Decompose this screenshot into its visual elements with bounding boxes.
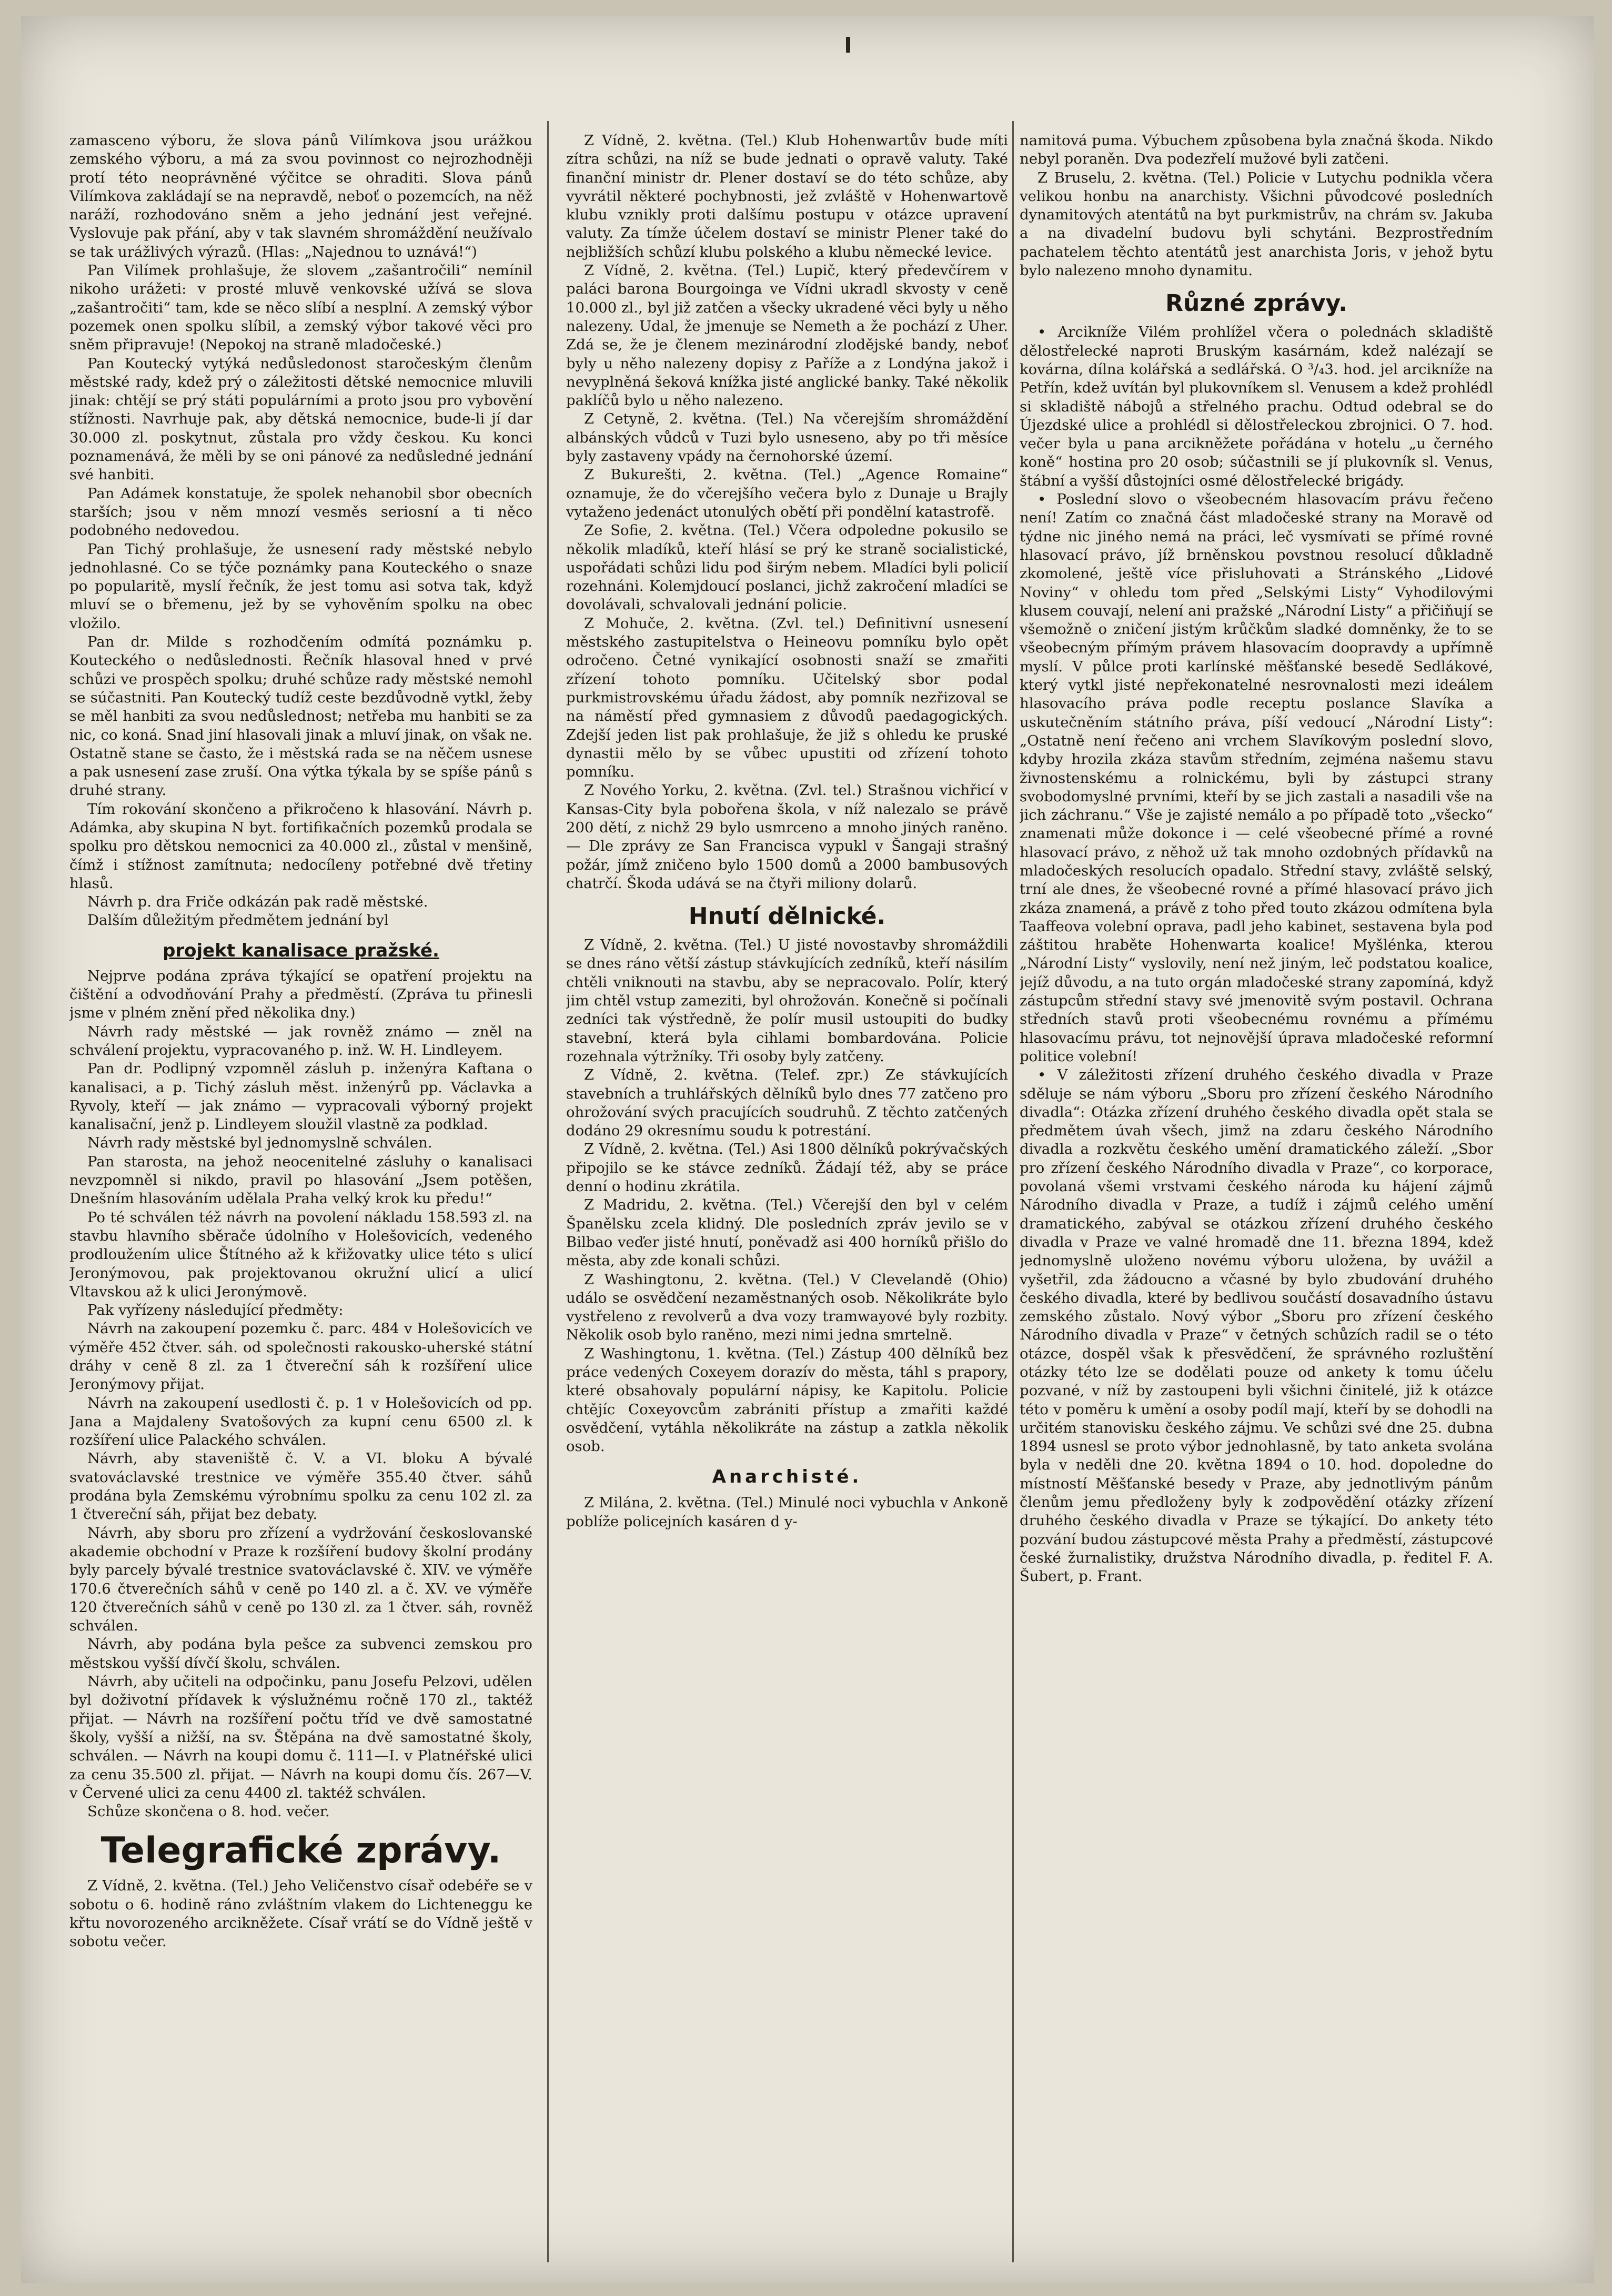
- article-paragraph: Pan Tichý prohlašuje, že usnesení rady městské nebylo jednohlasné. Co se týče poznámky pana Kouteckého o snaze po popularitě, myslí řečník, že jest tomu asi sotva tak, když mluví se o břemenu, jež by se vyhověním spolku na obec vložilo.: [69, 540, 532, 632]
- article-paragraph: Ze Sofie, 2. května. (Tel.) Včera odpoledne pokusilo se několik mladíků, kteří hlásí se prý ke straně socialistické, uspořádati schůzi lidu pod širým nebem. Mladíci byli policií rozehnáni. Kolemjdoucí poslanci, jichž zakročení mladíci se dovolávali, schvalovali jednání policie.: [566, 522, 1008, 613]
- article-paragraph: Z Milána, 2. května. (Tel.) Minulé noci vybuchla v Ankoně poblíže policejních kasáren d y-: [566, 1494, 1008, 1530]
- section-heading: projekt kanalisace pražské.: [163, 940, 439, 961]
- article-paragraph: Návrh, aby sboru pro zřízení a vydržování českoslovanské akademie obchodní v Praze k rozšíření budovy školní prodány byly parcely bývalé trestnice svatováclavské č. XIV. ve výměře 170.6 čtverečních sáhů v ceně po 140 zl. a č. XV. ve výměře 120 čtverečních sáhů v ceně po 130 zl. za 1 čtver. sáh, rovněž schválen.: [69, 1524, 532, 1635]
- article-paragraph: Z Vídně, 2. května. (Telef. zpr.) Ze stávkujících stavebních a truhlářských dělníků bylo dnes 77 zatčeno pro ohrožování svých pracujících soudruhů. Z těchto zatčených dodáno 29 okresnímu soudu k potrestání.: [566, 1066, 1008, 1140]
- article-paragraph: Návrh rady městské byl jednomyslně schválen.: [87, 1134, 432, 1152]
- article-paragraph: • Poslední slovo o všeobecném hlasovacím právu řečeno není! Zatím co značná část mladočeské strany na Moravě od týdne nic jiného nemá na práci, leč vysmívati se přímé rovné hlasovací právo, jíž brněnskou povstnou resolucí důkladně zkomolené, ještě více přisluhovati a Stránského „Lidové Noviny“ v ohledu tom před „Selskými Listy“ Vyhodilovými klusem couvají, nelení ani pražské „Národní Listy“ a přičiňují se všemožně o zničení jistým krůčkům sladké domněnky, že to se všeobecným přímým právem hlasovacím doopravdy a upřímně myslí. V půlce proti karlínské měšťanské besedě Sedlákové, který vytkl jisté nepřekonatelné nesrovnalosti mezi ideálem hlasovacího práva podle receptu poslance Slavíka a uskutečněním státního práva, píší vedoucí „Národní Listy“: „Ostatně není řečeno ani vrchem Slavíkovým poslední slovo, kdyby hrozila zkáza stavům středním, zejména našemu stavu živnostenskému a rolnickému, byli by zástupci strany svobodomyslné prvními, kteří by se jich zastali a nasadili vše na jich záchranu.“ Vše je zajisté nemálo a po případě toto „všecko“ znamenati může dokonce i — celé všeobecné přímé a rovné hlasovací právo, z něhož už tak mnoho ozdobných přídavků na mladočeských resolucích opadalo. Střední stavy, zvláště selský, trní ale dnes, že všeobecné rovné a přímé hlasovací právo jich zkáza znamená, a právě z toho před touto zkázou odmítena byla Taaffeova volební oprava, padl jeho kabinet, sestavena byla pod záštitou hraběte Hohenwarta koalice! Myšlénka, kterou „Národní Listy“ vyslovily, není než jiným, leč podstatou koalice, jejíž důvodu, a na tuto orgán mladočeské strany zapomíná, když zástupcům střední stavy své jmenovitě svým postavil. Ochrana středních stavů proti všeobecnému rovnému a přímému hlasovacímu právu, tot nejnovější úprava mladočeské reformní politice volební!: [1020, 491, 1493, 1065]
- column-3: [1020, 132, 1493, 2273]
- column-rule-2: [1012, 121, 1014, 2262]
- article-paragraph: Z Mohuče, 2. května. (Zvl. tel.) Definitivní usnesení městského zastupitelstva o Heineovu pomníku bylo opět odročeno. Četné vynikající osobnosti snaží se zmařiti zřízení tohoto pomníku. Učitelský sbor podal purkmistrovskému úřadu žádost, aby pomník nezřizoval se na náměstí před gymnasiem z důvodů paedagogických. Zdejší jeden list pak prohlašuje, že již s ohledu ke pruské dynastii mělo by se vůbec upustiti od zřízení tohoto pomníku.: [566, 615, 1008, 781]
- article-paragraph: Pan Koutecký vytýká nedůsledonost staročeským členům městské rady, kdež prý o záležitosti dětské nemocnice mluvili jinak: chtějí se prý státi populárními a proto jsou pro vybovění stížnosti. Navrhuje pak, aby dětská nemocnice, bude-li jí dar 30.000 zl. poskytnut, zůstala pro vždy českou. Ku konci poznamenává, že měli by se oni pánové za nedůsledné jednání své hanbiti.: [69, 355, 532, 484]
- section-heading: Telegrafické zprávy.: [100, 1830, 501, 1872]
- article-paragraph: Pak vyřízeny následující předměty:: [87, 1302, 344, 1319]
- article-paragraph: Návrh, aby staveniště č. V. a VI. bloku A bývalé svatováclavské trestnice ve výměře 355.40 čtver. sáhů prodána byla Zemskému výrobnímu spolku za cenu 102 zl. za 1 čtvereční sáh, přijat bez debaty.: [69, 1450, 532, 1523]
- article-paragraph: Z Bruselu, 2. května. (Tel.) Policie v Lutychu podnikla včera velikou honbu na anarchisty. Všichni původcové posledních dynamitových atentátů na byt purkmistrův, na chrám sv. Jakuba a na divadelní budovu byli schytáni. Bezprostředním pachatelem těchto atentátů jest anarchista Joris, v jehož bytu bylo nalezeno mnoho dynamitu.: [1020, 169, 1493, 279]
- article-paragraph: Návrh rady městské — jak rovněž známo — zněl na schválení projektu, vypracovaného p. inž. W. H. Lindleyem.: [69, 1023, 532, 1059]
- article-paragraph: Pan starosta, na jehož neocenitelné zásluhy o kanalisaci nevzpomněl si nikdo, pravil po hlasování „Jsem potěšen, Dnešním hlasováním udělala Praha velký krok ku předu!“: [69, 1153, 532, 1207]
- article-paragraph: Pan dr. Milde s rozhodčením odmítá poznámku p. Kouteckého o nedůslednosti. Řečník hlasoval hned v prvé schůzi ve prospěch spolku; druhé schůze rady městské nemohl se súčastniti. Pan Koutecký tudíž ceste bezdůvodně vytkl, žeby se měl hanbiti za svou nedůslednost; netřeba mu hanbiti se za nic, co koná. Snad jiní hlasovali jinak a mluví jinak, on však ne. Ostatně stane se často, že i městská rada se na něčem usnese a pak usnesení zase zruší. Ona výtka týkala by se spíše pánů s druhé strany.: [69, 633, 532, 799]
- article-paragraph: Návrh, aby podána byla pešce za subvenci zemskou pro městskou vyšší dívčí školu, schválen.: [69, 1636, 532, 1671]
- article-paragraph: Návrh na zakoupení pozemku č. parc. 484 v Holešovicích ve výměře 452 čtver. sáh. od společnosti rakousko-uherské státní dráhy v ceně 8 zl. za 1 čtvereční sáh k rozšíření ulice Jeronýmovy přijat.: [69, 1320, 532, 1393]
- article-paragraph: Z Vídně, 2. května. (Tel.) Lupič, který předevčírem v paláci barona Bourgoinga ve Vídni ukradl skvosty v ceně 10.000 zl., byl již zatčen a všecky ukradené věci byly u něho nalezeny. Udal, že jmenuje se Nemeth a že pochází z Uher. Zdá se, že je členem mezinárodní zlodějské bandy, neboť byly u něho nalezeny dopisy z Paříže a z Londýna jakož i nevyplněná šeková knížka jisté anglické banky. Také několik paklíčů bylo u něho nalezeno.: [566, 262, 1008, 409]
- article-paragraph: Dalším důležitým předmětem jednání byl: [87, 912, 389, 929]
- article-paragraph: Z Washingtonu, 1. května. (Tel.) Zástup 400 dělníků bez práce vedených Coxeyem dorazív do města, táhl s prapory, které obsahovaly populární nápisy, ke Kapitolu. Policie chtějíc Coxeyovcům zabrániti přístup a zmařiti každé osvědčení, vytáhla několikráte na zástup a zatkla několik osob.: [566, 1345, 1008, 1455]
- article-paragraph: Pan Adámek konstatuje, že spolek nehanobil sbor obecních starších; jsou v něm mnozí vesměs seriosní a ti něco podobného nedovedou.: [69, 485, 532, 539]
- article-paragraph: Schůze skončena o 8. hod. večer.: [87, 1803, 330, 1820]
- article-paragraph: Z Vídně, 2. května. (Tel.) Jeho Veličenstvo císař odebéře se v sobotu o 6. hodině ráno zvláštním vlakem do Lichteneggu ke křtu novorozeného arcikněžete. Císař vrátí se do Vídně ještě v sobotu večer.: [69, 1877, 532, 1950]
- newspaper-page: [21, 16, 1594, 2283]
- section-heading: Hnutí dělnické.: [688, 903, 886, 930]
- article-paragraph: • V záležitosti zřízení druhého českého divadla v Praze sděluje se nám výboru „Sboru pro zřízení českého Národního divadla“: Otázka zřízení druhého českého divadla opět stala se předmětem úvah všech, jimž na zdaru českého Národního divadla a rozkvětu českého umění dramatického záleží. „Sbor pro zřízení českého Národního divadla v Praze“, co korporace, povolaná všemi vrstvami českého národa ku hájení zájmů Národního divadla v Praze, a tudíž i zájmů celého umění dramatického, zabýval se otázkou zřízení druhého českého divadla v Praze ve valné hromadě dne 11. března 1894, kdež jednomyslně uloženo novému výboru uložena, by uvážil a vyšetřil, zda žádoucno a včasné by bylo zbudování druhého českého divadla, které by bedlivou součástí dosavadního ústavu zemského zůstalo. Nový výbor „Sboru pro zřízení českého Národního divadla v Praze“ v četných schůzích radil se o této otázce, dospěl však k přesvědčení, že správného rozluštění otázky této lze se dodělati pouze od ankety k tomu účelu pozvané, v níž by zastoupeni byli všichni činitelé, již k otázce této v poměru k umění a osoby podíl mají, kteří by se dohodli na určitém stanovisku českého zájmu. Ve schůzi své dne 25. dubna 1894 usnesl se proto výbor jednohlasně, by tato anketa svolána byla v neděli dne 20. května 1894 o 10. hod. dopoledne do místností Měšťanské besedy v Praze, aby jednotlivým pánům členům jemu předloženy byly k zodpovědění otázky zřízení druhého českého divadla v Praze se týkající. Do ankety této pozvání budou zástupcové města Prahy a předměstí, zástupcové české žurnalistiky, družstva Národního divadla, p. ředitel F. A. Šubert, p. Frant.: [1020, 1066, 1493, 1585]
- section-heading: Anarchisté.: [712, 1466, 862, 1488]
- article-paragraph: Z Cetyně, 2. května. (Tel.) Na včerejším shromáždění albánských vůdců v Tuzi bylo usneseno, aby po tři měsíce byly zastaveny vpády na černohorské území.: [566, 410, 1008, 465]
- article-paragraph: Z Vídně, 2. května. (Tel.) Klub Hohenwartův bude míti zítra schůzi, na níž se bude jednati o opravě valuty. Také finanční ministr dr. Plener dostaví se do této schůze, aby vyvrátil některé pochybnosti, jež zvláště v Hohenwartově klubu vznikly proti dalšímu postupu v otázce upravení valuty. Za tímže účelem dostaví se ministr Plener také do nejbližších schůzí klubu polského a klubu německé levice.: [566, 132, 1008, 260]
- article-paragraph: Z Washingtonu, 2. května. (Tel.) V Clevelandě (Ohio) událo se osvědčení nezaměstnaných osob. Několikráte bylo vystřeleno z revolverů a dva vozy tramwayové byly rozbity. Několik osob bylo raněno, mezi nimi jedna smrtelně.: [566, 1271, 1008, 1344]
- column-rule-1: [547, 121, 549, 2262]
- article-paragraph: Pan Vilímek prohlašuje, že slovem „zašantročili“ nemínil nikoho urážeti: v prosté mluvě venkovské užívá se slova „zašantročiti“ tam, kde se něco slíbí a nesplní. A zemský výbor pozemek onen spolku slíbil, a zemský výbor takové věci pro sněm připravuje! (Nepokoj na straně mladočeské.): [69, 262, 532, 354]
- section-heading: Různé zprávy.: [1165, 290, 1347, 317]
- article-paragraph: Nejprve podána zpráva týkající se opatření projektu na čištění a odvodňování Prahy a předměstí. (Zpráva tu přinesli jsme v plném znění před několika dny.): [69, 967, 532, 1022]
- article-paragraph: Pan dr. Podlipný vzpomněl zásluh p. inženýra Kaftana o kanalisaci, a p. Tichý zásluh měst. inženýrů pp. Václavka a Ryvoly, kteří — jak známo — vypracovali výborný projekt kanalisační, jenž p. Lindleyem sloužil vlastně za podklad.: [69, 1060, 532, 1133]
- article-paragraph: namitová puma. Výbuchem způsobena byla značná škoda. Nikdo nebyl poraněn. Dva podezřelí mužové byli zatčeni.: [1020, 132, 1493, 168]
- article-paragraph: Z Madridu, 2. května. (Tel.) Včerejší den byl v celém Španělsku zcela klidný. Dle posledních zpráv jevilo se v Bilbao veďer jisté hnutí, poněvadž asi 400 horníků přišlo do města, aby zde konali schůzi.: [566, 1196, 1008, 1270]
- article-paragraph: Návrh na zakoupení usedlosti č. p. 1 v Holešovicích od pp. Jana a Majdaleny Svatošových za kupní cenu 6500 zl. k rozšíření ulice Palackého schválen.: [69, 1394, 532, 1449]
- article-paragraph: Po té schválen též návrh na povolení nákladu 158.593 zl. na stavbu hlavního sběrače údolního v Holešovicích, vedeného prodloužením ulice Štítného až k křižovatky ulice této s ulicí Jeronýmovou, pak projektovanou okružní ulicí a ulicí Vltavskou až k ulici Jeronýmově.: [69, 1209, 532, 1300]
- column-1: [69, 132, 532, 2273]
- article-paragraph: Z Vídně, 2. května. (Tel.) Asi 1800 dělníků pokrývačských připojilo se ke stávce zedníků. Žádají též, aby se práce denní o hodinu zkrátila.: [566, 1141, 1008, 1195]
- article-paragraph: • Arcikníže Vilém prohlížel včera o polednách skladiště dělostřelecké naproti Bruským kasárnám, kdež nalézají se kovárna, dílna kolářská a sedlářská. O ³/₄3. hod. jel arcikníže na Petřín, kdež uvítán byl plukovníkem sl. Venusem a kdež prohlédl si skladiště nábojů a střelného prachu. Odtud odebral se do Újezdské ulice a prohlédl si dělostřeleckou zbrojnici. O 7. hod. večer byla u pana arcikněžete pořádána v hotelu „u černého koně“ hostina pro 20 osob; súčastnili se jí plukovník sl. Venus, štábní a vyšší důstojníci osmé dělostřelecké brigády.: [1020, 324, 1493, 489]
- page-mark: [846, 37, 850, 53]
- article-paragraph: Návrh p. dra Friče odkázán pak radě městské.: [87, 893, 428, 911]
- article-paragraph: Z Vídně, 2. května. (Tel.) U jisté novostavby shromáždili se dnes ráno větší zástup stávkujících zedníků, kteří násilím chtěli vniknouti na stavbu, aby se nepracovalo. Polír, který jim chtěl vstup zameziti, byl ohrožován. Konečně si počínali zedníci tak výstředně, že polír musil ustoupiti do budky stavební, která byla cihlami bombardována. Policie rozehnala výtržníky. Tři osoby byly zatčeny.: [566, 936, 1008, 1065]
- article-paragraph: Z Nového Yorku, 2. května. (Zvl. tel.) Strašnou vichřicí v Kansas-City byla pobořena škola, v níž nalezalo se právě 200 dětí, z nichž 29 bylo usmrceno a mnoho jiných raněno. — Dle zprávy ze San Francisca vypukl v Šangaji strašný požár, jímž zničeno bylo 1500 domů a 2000 bambusových chatrčí. Škoda udává se na čtyři miliony dolarů.: [566, 782, 1008, 892]
- article-paragraph: Z Bukurešti, 2. května. (Tel.) „Agence Romaine“ oznamuje, že do včerejšího večera bylo z Dunaje u Brajly vytaženo jedenáct utonulých obětí při pondělní katastrofě.: [566, 466, 1008, 520]
- column-2: [566, 132, 1008, 2273]
- article-paragraph: Návrh, aby učiteli na odpočinku, panu Josefu Pelzovi, udělen byl doživotní přídavek k výslužnému ročně 170 zl., taktéž přijat. — Návrh na rozšíření počtu tříd ve dvě samostatné školy, vyšší a nižší, na sv. Štěpána na dvě samostatné školy, schválen. — Návrh na koupi domu č. 111—I. v Platnéřské ulici za cenu 35.500 zl. přijat. — Návrh na koupi domu čís. 267—V. v Červené ulici za cenu 4400 zl. taktéž schválen.: [69, 1673, 532, 1801]
- article-paragraph: zamasceno výboru, že slova pánů Vilímkova jsou urážkou zemského výboru, a má za svou povinnost co nejrozhodněji protí této neoprávněné výčitce se ohraditi. Slova pánů Vilímkova zakládají se na nepravdě, neboť o pozemcích, na něž naráží, rozhodováno sněm a jeho jednání jest veřejné. Vyslovuje pak přání, aby v tak slavném shromáždění neužívalo se tak urážlivých výrazů. (Hlas: „Najednou to uznává!“): [69, 132, 532, 260]
- article-paragraph: Tím rokování skončeno a přikročeno k hlasování. Návrh p. Adámka, aby skupina N byt. fortifikačních pozemků prodala se spolku pro dětskou nemocnici za 40.000 zl., zůstal v menšině, čímž i stížnost zamítnuta; nedocíleny potřebné dvě třetiny hlasů.: [69, 800, 532, 892]
